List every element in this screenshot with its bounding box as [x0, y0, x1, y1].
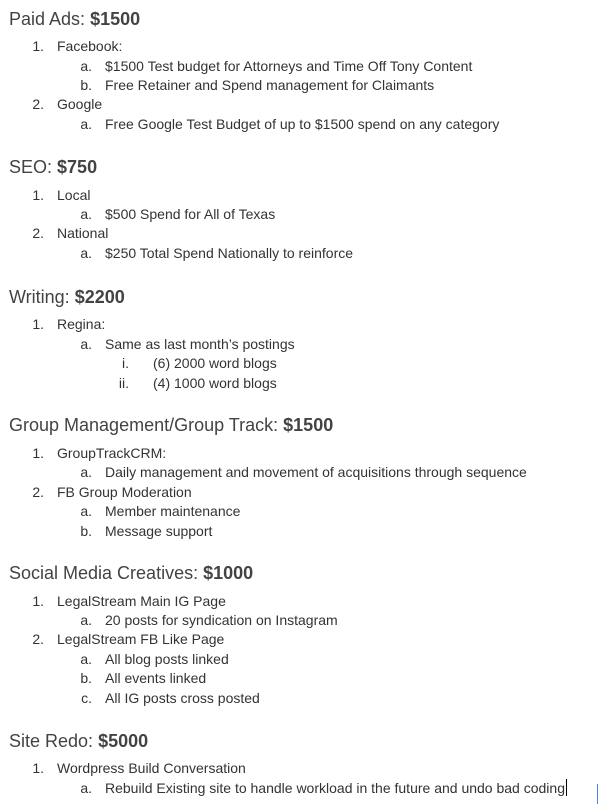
section-amount: $1500 — [283, 415, 334, 435]
list-item[interactable]: 20 posts for syndication on Instagram — [105, 612, 338, 628]
list-marker: 1. — [32, 445, 44, 461]
section-heading — [9, 414, 333, 436]
list-item[interactable]: LegalStream FB Like Page — [57, 631, 225, 647]
list-marker: a. — [80, 116, 92, 132]
list-item[interactable]: Google — [57, 96, 103, 112]
list-marker: a. — [80, 651, 92, 667]
list-marker: ii. — [118, 375, 129, 391]
section-amount: $1500 — [90, 9, 141, 29]
list-marker: b. — [80, 523, 92, 539]
list-item-with-cursor[interactable] — [105, 779, 567, 798]
list-marker: b. — [80, 77, 92, 93]
list-marker: 2. — [32, 631, 44, 647]
list-item[interactable]: $250 Total Spend Nationally to reinforce — [105, 245, 354, 261]
list-marker: a. — [80, 780, 92, 796]
list-item[interactable]: Member maintenance — [105, 503, 241, 519]
section-amount: $1000 — [203, 563, 254, 583]
section-heading — [9, 562, 253, 584]
list-item[interactable]: (6) 2000 word blogs — [153, 355, 277, 371]
section-title: Group Management/Group Track: — [9, 415, 279, 435]
list-item[interactable]: Free Google Test Budget of up to $1500 spend on any category — [105, 116, 500, 132]
list-item[interactable]: All events linked — [105, 670, 207, 686]
list-item[interactable]: $1500 Test budget for Attorneys and Time Off Tony Content — [105, 58, 473, 74]
section-title: SEO: — [9, 157, 53, 177]
section-title: Writing: — [9, 287, 70, 307]
list-marker: c. — [81, 690, 92, 706]
list-item[interactable]: Regina: — [57, 316, 106, 332]
list-item[interactable]: Message support — [105, 523, 213, 539]
section-title: Paid Ads: — [9, 9, 86, 29]
list-item[interactable]: $500 Spend for All of Texas — [105, 206, 276, 222]
list-item[interactable]: All IG posts cross posted — [105, 690, 260, 706]
section-title: Social Media Creatives: — [9, 563, 199, 583]
list-marker: 1. — [32, 316, 44, 332]
section-heading — [9, 156, 97, 178]
list-marker: 1. — [32, 593, 44, 609]
list-marker: a. — [80, 464, 92, 480]
section-amount: $750 — [57, 157, 98, 177]
section-heading — [9, 8, 140, 30]
list-marker: a. — [80, 245, 92, 261]
list-item[interactable]: Same as last month’s postings — [105, 336, 295, 352]
list-marker: b. — [80, 670, 92, 686]
list-item[interactable]: Free Retainer and Spend management for Claimants — [105, 77, 435, 93]
list-item[interactable]: National — [57, 225, 109, 241]
list-item[interactable]: Wordpress Build Conversation — [57, 760, 246, 776]
list-marker: 2. — [32, 96, 44, 112]
scroll-indicator — [597, 784, 598, 804]
section-heading — [9, 286, 125, 308]
section-heading — [9, 730, 148, 752]
list-item[interactable]: Daily management and movement of acquisitions through sequence — [105, 464, 527, 480]
list-marker: i. — [122, 355, 129, 371]
list-marker: a. — [80, 206, 92, 222]
list-item[interactable]: Rebuild Existing site to handle workload in the future and undo bad coding — [105, 780, 565, 796]
list-marker: 1. — [32, 38, 44, 54]
list-item[interactable]: (4) 1000 word blogs — [153, 375, 277, 391]
list-marker: a. — [80, 58, 92, 74]
list-marker: 2. — [32, 225, 44, 241]
list-item[interactable]: FB Group Moderation — [57, 484, 192, 500]
list-item[interactable]: Local — [57, 187, 91, 203]
list-marker: 1. — [32, 187, 44, 203]
list-item[interactable]: Facebook: — [57, 38, 123, 54]
list-item[interactable]: LegalStream Main IG Page — [57, 593, 226, 609]
list-marker: a. — [80, 503, 92, 519]
section-amount: $5000 — [98, 731, 149, 751]
text-cursor — [566, 779, 567, 796]
list-marker: 2. — [32, 484, 44, 500]
list-item[interactable]: GroupTrackCRM: — [57, 445, 167, 461]
section-title: Site Redo: — [9, 731, 94, 751]
list-marker: a. — [80, 612, 92, 628]
list-marker: a. — [80, 336, 92, 352]
list-item[interactable]: All blog posts linked — [105, 651, 229, 667]
section-amount: $2200 — [74, 287, 125, 307]
list-marker: 1. — [32, 760, 44, 776]
